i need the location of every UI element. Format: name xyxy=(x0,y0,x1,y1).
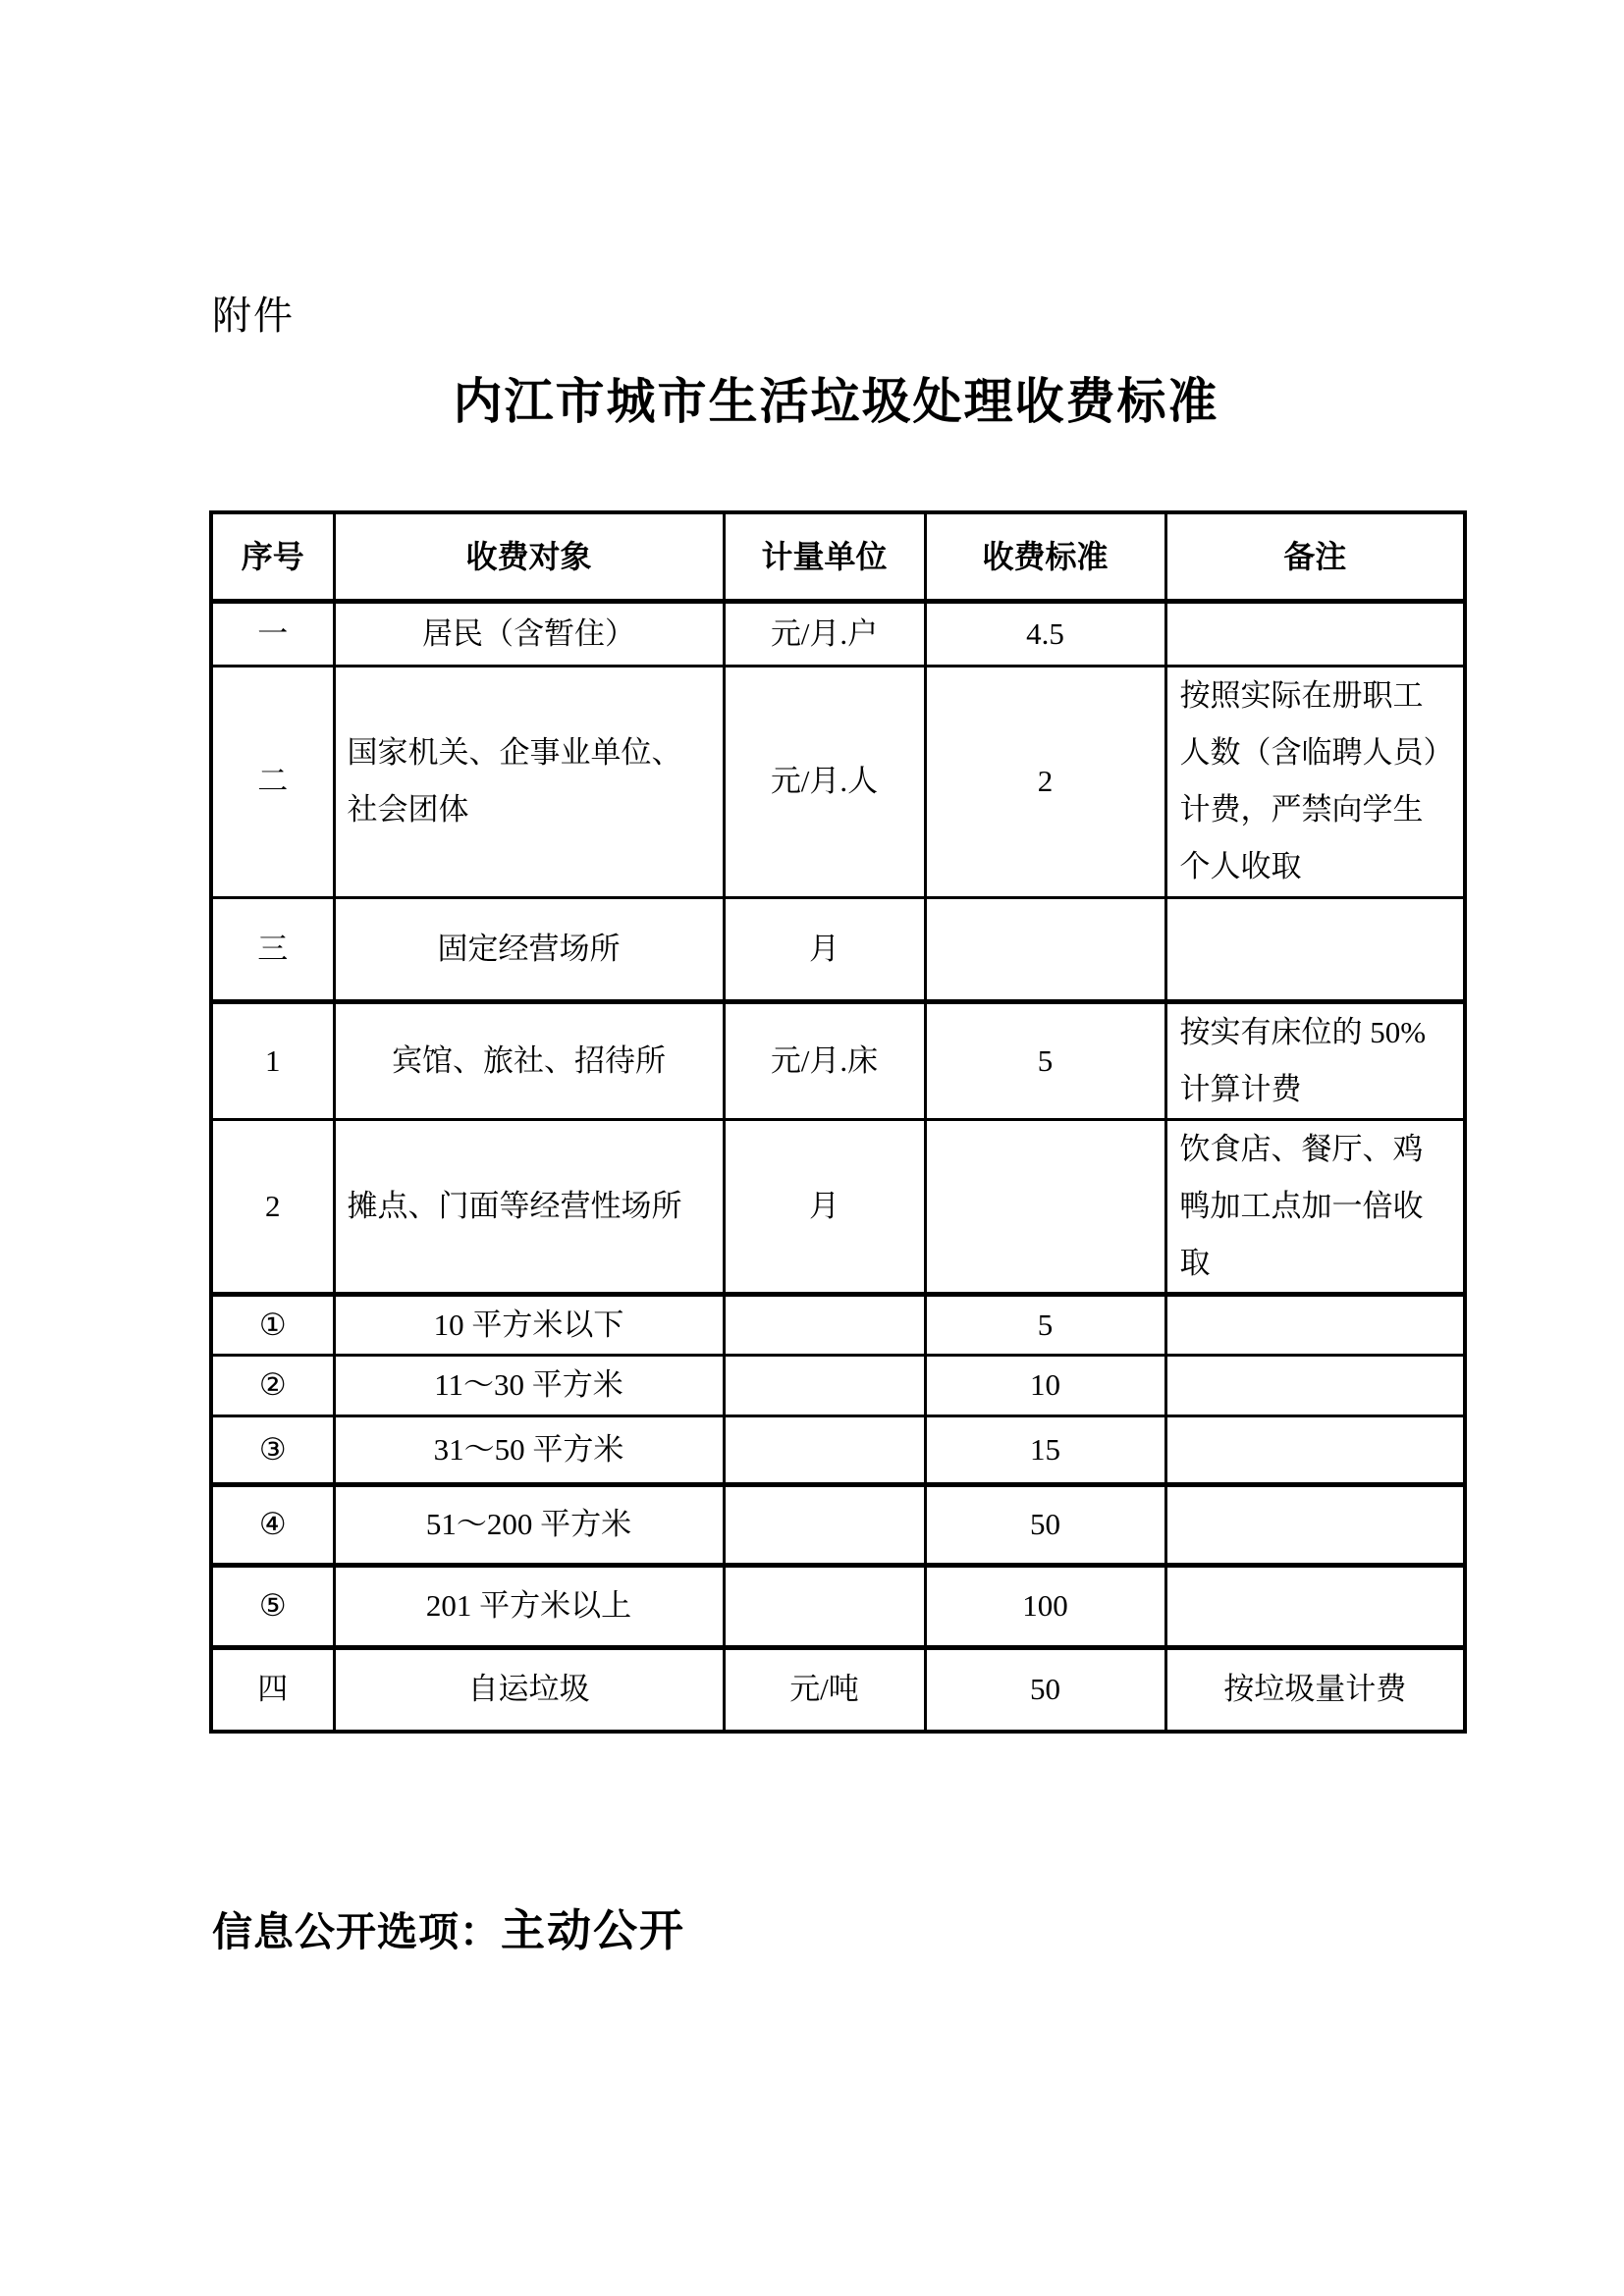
cell-unit xyxy=(724,1565,925,1647)
cell-unit: 月 xyxy=(724,897,925,1001)
disclosure-line xyxy=(212,1895,685,1958)
table-header-row xyxy=(211,512,1465,601)
cell-remark xyxy=(1165,1294,1465,1355)
attachment-label: 附件 xyxy=(212,294,295,338)
cell-object: 自运垃圾 xyxy=(334,1647,724,1732)
cell-object: 居民（含暂住） xyxy=(334,601,724,666)
cell-object: 国家机关、企事业单位、社会团体 xyxy=(334,666,724,897)
disclosure-label: 信息公开选项： xyxy=(212,1909,501,1954)
cell-no: ⑤ xyxy=(211,1565,334,1647)
table-row xyxy=(211,897,1465,1001)
cell-unit xyxy=(724,1415,925,1484)
table-row xyxy=(211,601,1465,666)
cell-object: 10 平方米以下 xyxy=(334,1294,724,1355)
cell-no: ① xyxy=(211,1294,334,1355)
cell-object: 201 平方米以上 xyxy=(334,1565,724,1647)
cell-no: 1 xyxy=(211,1001,334,1119)
header-remark: 备注 xyxy=(1165,512,1465,601)
cell-object: 固定经营场所 xyxy=(334,897,724,1001)
cell-no: 三 xyxy=(211,897,334,1001)
cell-unit xyxy=(724,1294,925,1355)
cell-no: 2 xyxy=(211,1119,334,1294)
cell-remark xyxy=(1165,897,1465,1001)
cell-standard xyxy=(925,1119,1165,1294)
header-object: 收费对象 xyxy=(334,512,724,601)
cell-no: 二 xyxy=(211,666,334,897)
cell-remark xyxy=(1165,1565,1465,1647)
cell-remark: 饮食店、餐厅、鸡鸭加工点加一倍收取 xyxy=(1165,1119,1465,1294)
cell-remark xyxy=(1165,1484,1465,1565)
cell-unit: 月 xyxy=(724,1119,925,1294)
table-row xyxy=(211,1294,1465,1355)
cell-remark: 按照实际在册职工人数（含临聘人员）计费，严禁向学生个人收取 xyxy=(1165,666,1465,897)
cell-no: ④ xyxy=(211,1484,334,1565)
cell-no: ③ xyxy=(211,1415,334,1484)
cell-unit xyxy=(724,1355,925,1415)
cell-remark: 按实有床位的 50%计算计费 xyxy=(1165,1001,1465,1119)
cell-standard xyxy=(925,897,1165,1001)
cell-standard: 5 xyxy=(925,1001,1165,1119)
cell-standard: 15 xyxy=(925,1415,1165,1484)
cell-object: 摊点、门面等经营性场所 xyxy=(334,1119,724,1294)
cell-unit: 元/吨 xyxy=(724,1647,925,1732)
cell-no: 四 xyxy=(211,1647,334,1732)
cell-unit xyxy=(724,1484,925,1565)
table-row xyxy=(211,1647,1465,1732)
cell-standard: 100 xyxy=(925,1565,1165,1647)
cell-no: ② xyxy=(211,1355,334,1415)
cell-unit: 元/月.户 xyxy=(724,601,925,666)
cell-object: 11～30 平方米 xyxy=(334,1355,724,1415)
cell-remark xyxy=(1165,601,1465,666)
fee-standard-table xyxy=(209,510,1467,1734)
table-row xyxy=(211,666,1465,897)
table-row xyxy=(211,1001,1465,1119)
table-row xyxy=(211,1355,1465,1415)
cell-no: 一 xyxy=(211,601,334,666)
table-row xyxy=(211,1415,1465,1484)
cell-standard: 50 xyxy=(925,1484,1165,1565)
cell-remark xyxy=(1165,1415,1465,1484)
cell-standard: 10 xyxy=(925,1355,1165,1415)
cell-object: 31～50 平方米 xyxy=(334,1415,724,1484)
cell-unit: 元/月.人 xyxy=(724,666,925,897)
cell-remark xyxy=(1165,1355,1465,1415)
header-standard: 收费标准 xyxy=(925,512,1165,601)
cell-remark: 按垃圾量计费 xyxy=(1165,1647,1465,1732)
table-row xyxy=(211,1484,1465,1565)
table-row xyxy=(211,1119,1465,1294)
header-unit: 计量单位 xyxy=(724,512,925,601)
cell-object: 宾馆、旅社、招待所 xyxy=(334,1001,724,1119)
cell-standard: 4.5 xyxy=(925,601,1165,666)
cell-object: 51～200 平方米 xyxy=(334,1484,724,1565)
cell-standard: 5 xyxy=(925,1294,1165,1355)
cell-unit: 元/月.床 xyxy=(724,1001,925,1119)
header-no: 序号 xyxy=(211,512,334,601)
cell-standard: 2 xyxy=(925,666,1165,897)
table-row xyxy=(211,1565,1465,1647)
document-title: 内江市城市生活垃圾处理收费标准 xyxy=(453,374,1219,429)
disclosure-value: 主动公开 xyxy=(501,1906,686,1955)
cell-standard: 50 xyxy=(925,1647,1165,1732)
